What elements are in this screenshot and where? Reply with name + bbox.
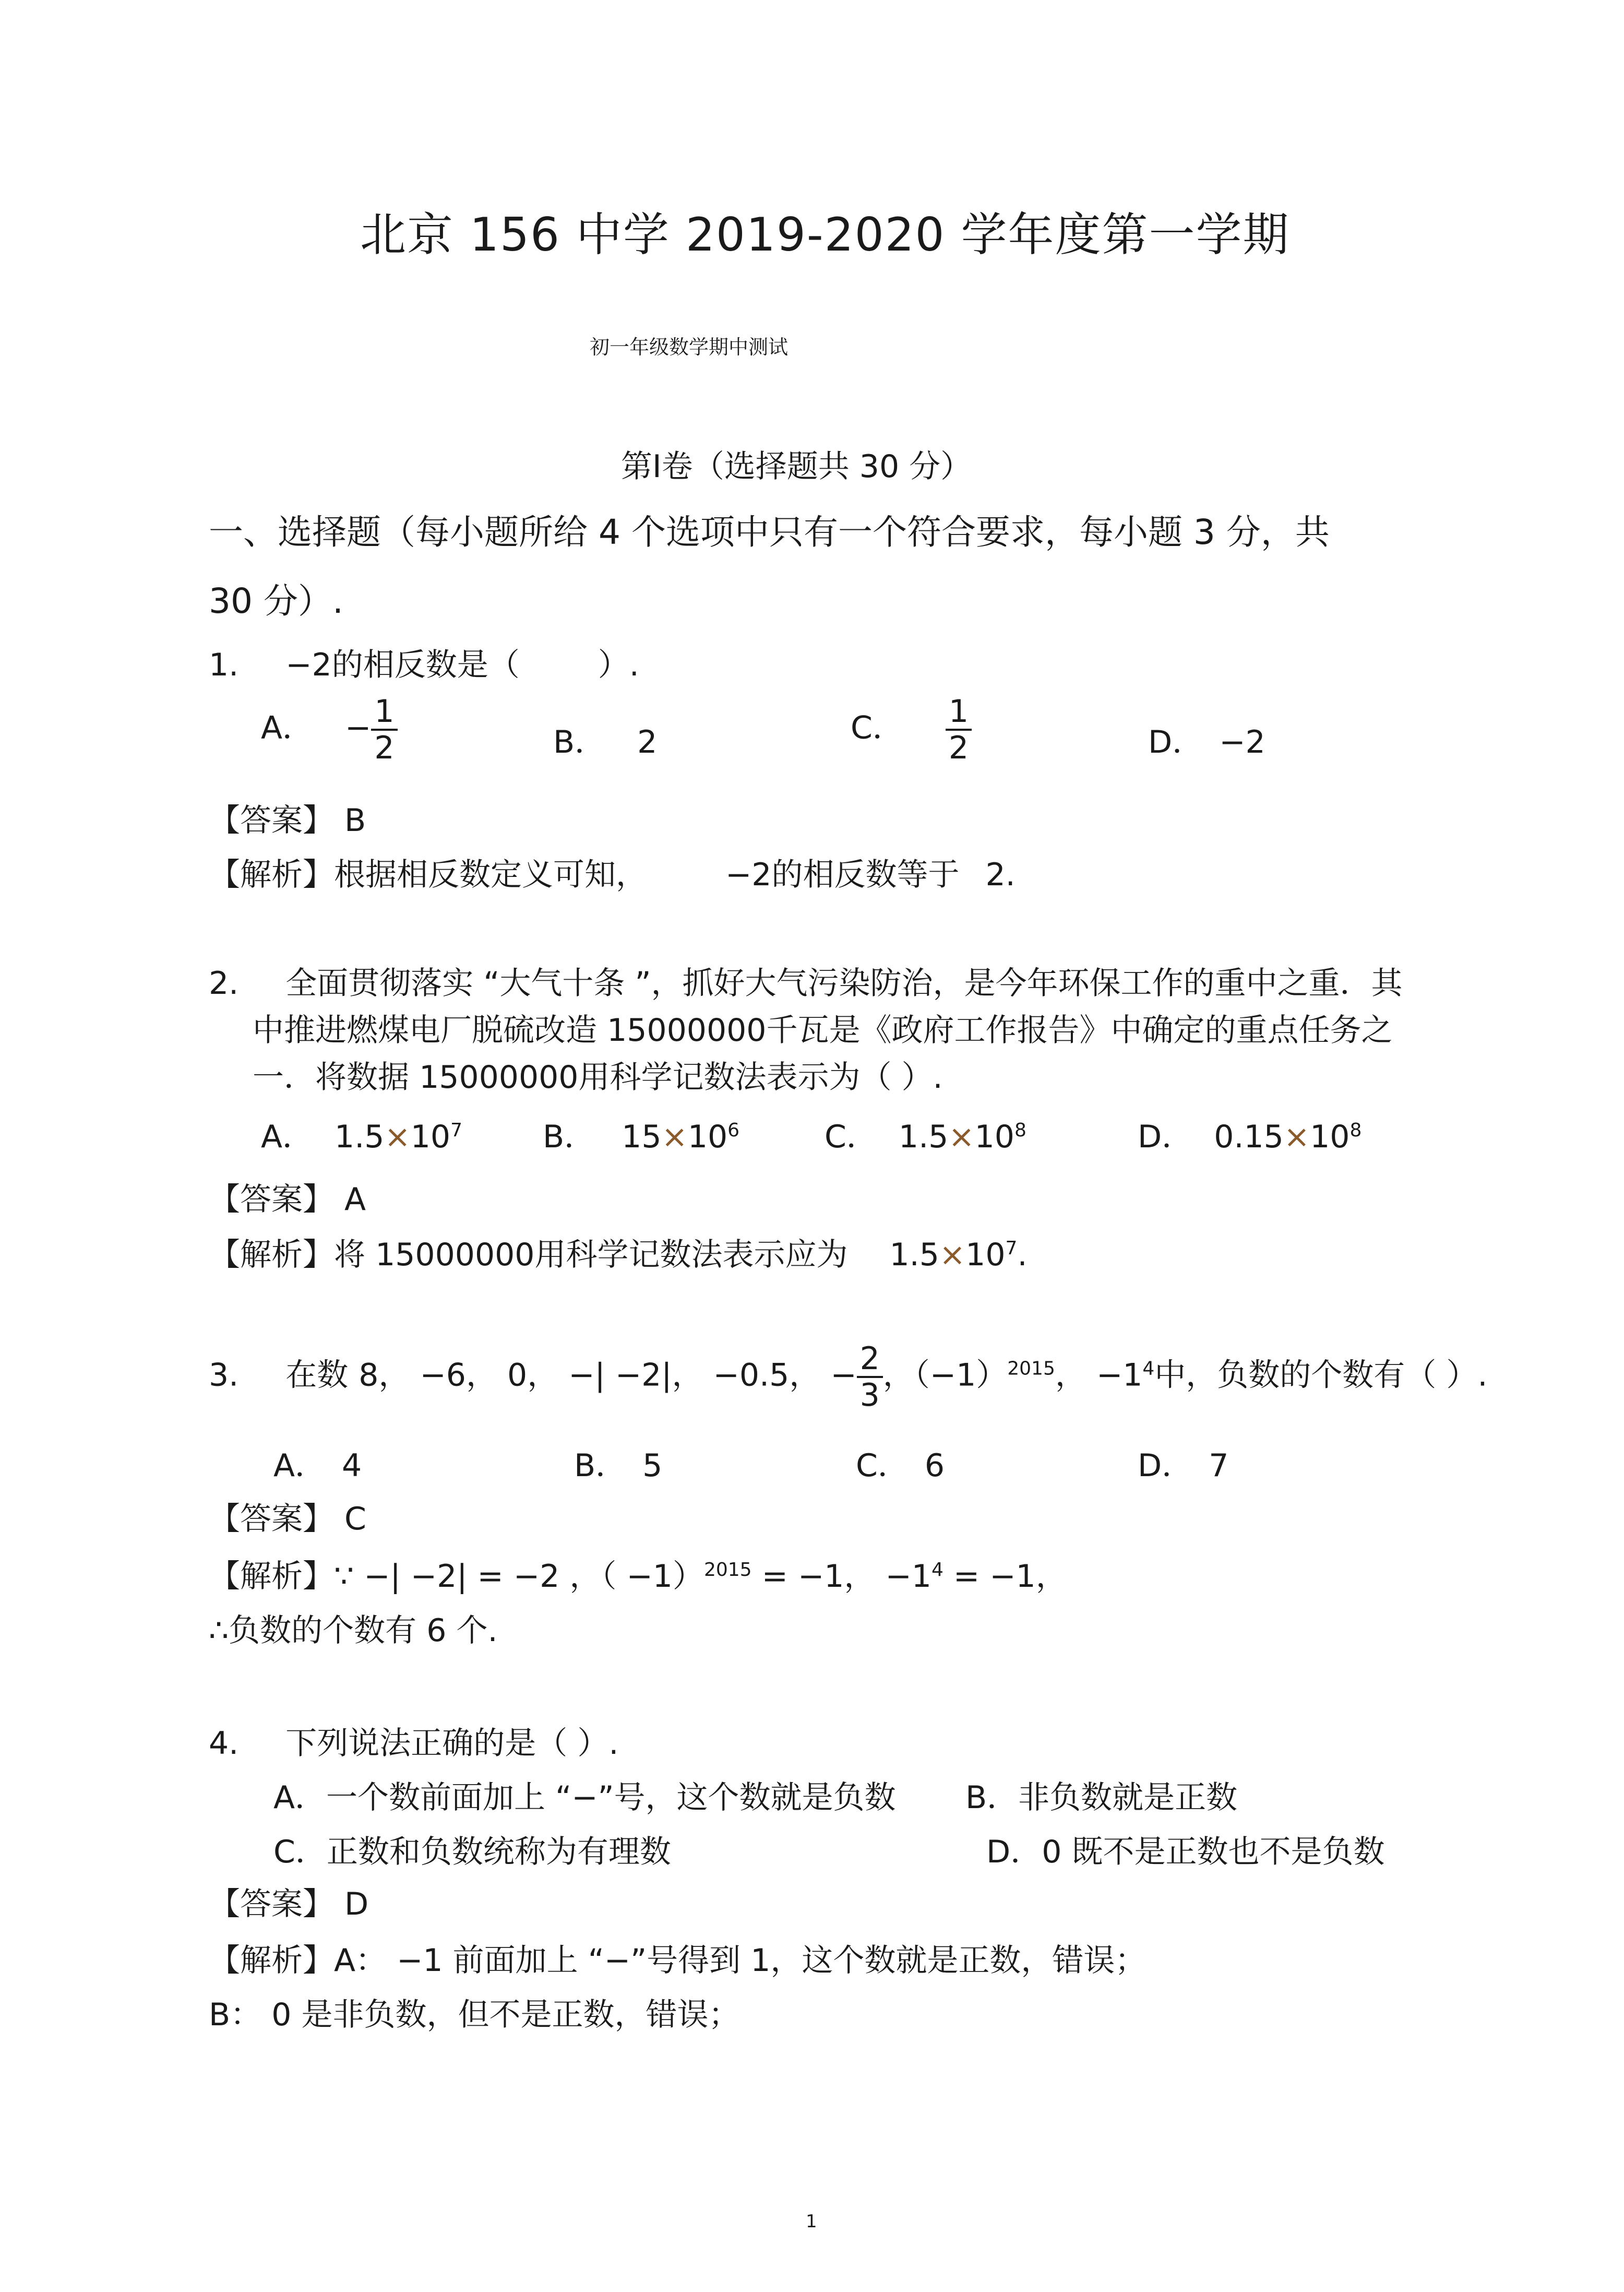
q1-option-b — [553, 717, 657, 762]
q2-answer — [209, 1174, 366, 1219]
q1-number: 1. — [209, 647, 239, 683]
q3-option-c — [856, 1441, 945, 1486]
q4-explanation — [209, 1935, 1146, 1980]
q2-stem-line2: 中推进燃煤电厂脱硫改造 15000000千瓦是《政府工作报告》中确定的重点任务之 — [253, 1012, 1393, 1049]
explanation-text: 根据相反数定义可知， — [334, 857, 647, 893]
answer-label: 【答案】 — [209, 1886, 334, 1922]
explanation-text: 的相反数等于 — [771, 857, 960, 893]
exponent: 8 — [1350, 1120, 1362, 1141]
q3-explanation — [209, 1551, 1067, 1596]
option-label: B． — [553, 724, 606, 761]
q2-option-a — [261, 1112, 462, 1157]
option-value: 2 — [637, 724, 658, 761]
option-label: B． — [574, 1447, 627, 1484]
q2-explanation — [209, 1230, 1028, 1275]
q4-text: 下列说法正确的是（ ）. — [285, 1725, 619, 1762]
q2-text: 全面贯彻落实 “大气十条 ”，抓好大气污染防治，是今年环保工作的重中之重．其 — [285, 965, 1403, 1002]
coefficient: 1.5 — [889, 1237, 939, 1273]
q2-option-b — [543, 1112, 739, 1157]
times-sign: × — [661, 1119, 688, 1155]
option-value: 4 — [342, 1447, 362, 1484]
q1-explanation — [209, 850, 1016, 895]
q1-option-c — [851, 694, 972, 765]
document-subtitle: 初一年级数学期中测试 — [590, 336, 789, 359]
exponent: 4 — [1142, 1358, 1155, 1380]
q2-stem-line1 — [209, 958, 1403, 1003]
q4-number: 4. — [209, 1725, 239, 1762]
explanation-value: 2. — [985, 857, 1016, 893]
times-sign: × — [948, 1119, 975, 1155]
q4-option-d: D．0 既不是正数也不是负数 — [986, 1834, 1385, 1870]
numerator: 2 — [859, 1340, 880, 1377]
q2-option-c — [825, 1112, 1026, 1157]
explanation-label: 【解析】 — [209, 1942, 334, 1979]
coefficient: 15 — [622, 1119, 662, 1155]
q3-text: 中，负数的个数有（ ）. — [1154, 1357, 1488, 1394]
minus-sign: − — [345, 709, 372, 746]
option-value: 5 — [642, 1447, 663, 1484]
explanation-value: −2 — [725, 857, 772, 893]
q3-answer — [209, 1494, 366, 1539]
answer-value: B — [344, 802, 366, 839]
q3-number-list: ，（−1） — [882, 1357, 1008, 1394]
q3-option-b — [574, 1441, 662, 1486]
option-label: D． — [1148, 724, 1204, 761]
option-label: D． — [1138, 1447, 1193, 1484]
option-value: 7 — [1209, 1447, 1229, 1484]
base-ten: 10 — [1310, 1119, 1350, 1155]
numerator: 1 — [374, 693, 395, 730]
explanation-text: = −1， −1 — [751, 1558, 932, 1595]
q1-stem-value: −2 — [285, 647, 332, 683]
answer-label: 【答案】 — [209, 1501, 334, 1537]
answer-value: A — [344, 1181, 366, 1218]
exponent: 6 — [727, 1120, 740, 1141]
option-label: A． — [261, 1119, 314, 1155]
explanation-label: 【解析】 — [209, 1558, 334, 1595]
option-label: A． — [261, 709, 314, 746]
denominator: 3 — [857, 1376, 883, 1412]
option-label: B． — [543, 1119, 596, 1155]
q1-stem-end: ）. — [598, 647, 639, 683]
q3-text: 在数 — [285, 1357, 349, 1394]
denominator: 2 — [371, 729, 397, 765]
q1-stem-text: 的相反数是（ — [331, 647, 520, 683]
option-label: C． — [825, 1119, 878, 1155]
q4-stem — [209, 1718, 618, 1763]
section-heading-line1: 一、选择题（每小题所给 4 个选项中只有一个符合要求，每小题 3 分，共 — [209, 512, 1330, 552]
fraction — [946, 694, 972, 765]
explanation-text: 将 15000000用科学记数法表示应为 — [334, 1237, 848, 1273]
q3-number-list: 8， −6， 0， −| −2|， −0.5， − — [359, 1357, 857, 1394]
base-ten: 10 — [687, 1119, 728, 1155]
q1-option-d — [1148, 717, 1265, 762]
coefficient: 1.5 — [335, 1119, 385, 1155]
q3-number-list: ， −1 — [1055, 1357, 1143, 1394]
q3-option-d — [1138, 1441, 1228, 1486]
q3-number: 3. — [209, 1357, 239, 1394]
exponent: 4 — [931, 1559, 944, 1581]
explanation-text: = −1， — [943, 1558, 1067, 1595]
q1-stem — [209, 640, 639, 685]
denominator: 2 — [946, 729, 972, 765]
explanation-label: 【解析】 — [209, 1237, 334, 1273]
exponent: 2015 — [703, 1559, 752, 1581]
fraction — [371, 694, 397, 765]
option-value: 6 — [924, 1447, 945, 1484]
answer-label: 【答案】 — [209, 802, 334, 839]
exponent: 7 — [450, 1120, 463, 1141]
q2-option-d — [1138, 1112, 1362, 1157]
base-ten: 10 — [974, 1119, 1014, 1155]
option-label: C． — [856, 1447, 909, 1484]
q4-option-a: A．一个数前面加上 “−”号，这个数就是负数 — [273, 1779, 896, 1816]
base-ten: 10 — [410, 1119, 451, 1155]
q4-answer — [209, 1879, 368, 1924]
answer-label: 【答案】 — [209, 1181, 334, 1218]
option-label: D． — [1138, 1119, 1193, 1155]
period: . — [1017, 1237, 1028, 1273]
q3-option-a — [273, 1441, 362, 1486]
coefficient: 1.5 — [898, 1119, 949, 1155]
explanation-label: 【解析】 — [209, 857, 334, 893]
q4-option-c: C．正数和负数统称为有理数 — [273, 1834, 671, 1870]
q2-number: 2. — [209, 965, 239, 1002]
q1-answer — [209, 795, 366, 840]
exponent: 8 — [1014, 1120, 1026, 1141]
page-number: 1 — [806, 2211, 817, 2232]
option-label: A． — [273, 1447, 327, 1484]
times-sign: × — [1283, 1119, 1310, 1155]
times-sign: × — [384, 1119, 411, 1155]
q1-option-a — [261, 694, 398, 765]
option-value: −2 — [1219, 724, 1265, 761]
part-title: 第Ⅰ卷（选择题共 30 分） — [621, 448, 972, 485]
section-heading-line2: 30 分）. — [209, 581, 343, 621]
document-title: 北京 156 中学 2019-2020 学年度第一学期 — [360, 208, 1290, 262]
exponent: 7 — [1005, 1238, 1018, 1259]
explanation-text: A： −1 前面加上 “−”号得到 1，这个数就是正数，错误； — [334, 1942, 1147, 1979]
fraction — [857, 1341, 883, 1412]
numerator: 1 — [948, 693, 969, 730]
base-ten: 10 — [965, 1237, 1006, 1273]
q4-option-b: B．非负数就是正数 — [965, 1779, 1238, 1816]
answer-value: C — [344, 1501, 366, 1537]
option-label: C． — [851, 709, 904, 746]
q4-explanation-b: B： 0 是非负数，但不是正数，错误； — [209, 1997, 740, 2033]
q3-explanation-conclusion: ∴负数的个数有 6 个. — [209, 1612, 498, 1649]
exponent: 2015 — [1007, 1358, 1055, 1380]
explanation-text: ∵ −| −2| = −2 ，（ −1） — [334, 1558, 704, 1595]
q3-stem — [209, 1341, 1487, 1412]
q2-stem-line3: 一．将数据 15000000用科学记数法表示为（ ）. — [253, 1059, 943, 1096]
times-sign: × — [939, 1237, 966, 1273]
coefficient: 0.15 — [1214, 1119, 1284, 1155]
answer-value: D — [344, 1886, 369, 1922]
